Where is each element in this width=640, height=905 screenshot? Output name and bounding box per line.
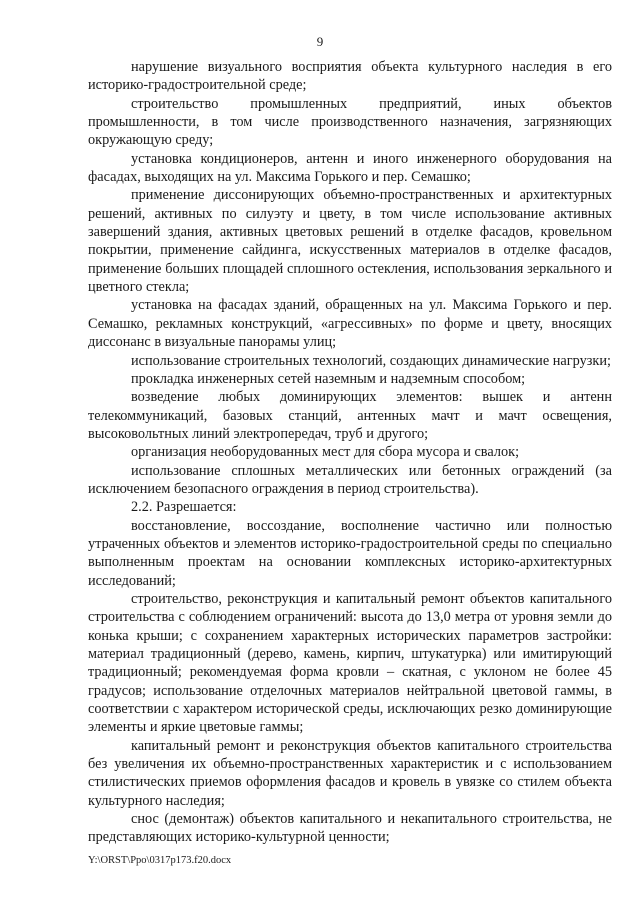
- paragraph: установка на фасадах зданий, обращенных на ул. Максима Горького и пер. Семашко, рекламных конструкций, «агрессивных» по форме и цвету, вносящих диссонанс в визуальные панорамы улиц;: [88, 297, 612, 351]
- paragraph: снос (демонтаж) объектов капитального и некапитального строительства, не представляющих историко-культурной ценности;: [88, 811, 612, 846]
- paragraph: прокладка инженерных сетей наземным и надземным способом;: [131, 370, 526, 387]
- page-number: 9: [316, 34, 324, 49]
- paragraph: возведение любых доминирующих элементов: вышек и антенн телекоммуникаций, базовых станций, антенных мачт и мачт освещения, высоковольтных линий электропередач, труб и другого;: [88, 389, 612, 442]
- document-body: [88, 58, 612, 847]
- paragraph: строительство промышленных предприятий, иных объектов промышленности, в том числе производственного назначения, загрязняющих окружающую среду;: [88, 95, 612, 149]
- paragraph: капитальный ремонт и реконструкция объектов капитального строительства без увеличения их объемно-пространственных характеристик и с использованием стилистических приемов оформления фасадов и кровель в увязке со стилем объекта культурного наследия;: [88, 737, 612, 809]
- paragraph: использование строительных технологий, создающих динамические нагрузки;: [131, 352, 611, 369]
- paragraph: нарушение визуального восприятия объекта культурного наследия в его историко-градостроительной среде;: [88, 59, 612, 94]
- paragraph: использование сплошных металлических или бетонных ограждений (за исключением безопасного ограждения в период строительства).: [88, 462, 612, 497]
- paragraph: восстановление, воссоздание, восполнение частично или полностью утраченных объектов и элементов историко-градостроительной среды по специально выполненным проектам на основании комплексных историко-архитектурных исследований;: [88, 517, 612, 589]
- paragraph: строительство, реконструкция и капитальный ремонт объектов капитального строительства с соблюдением ограничений: высота до 13,0 метра от уровня земли до конька крыши; с сохранением характерных исторических параметров застройки: материал традиционный (дерево, камень, кирпич, штукатурка) или имитирующий традиционный; рекомендуемая форма кровли – скатная, с уклоном не более 45 градусов; использование отделочных материалов нейтральной цветовой гаммы, в соответствии с характером исторической среды, исключающих резко доминирующие элементы и яркие цветовые гаммы;: [88, 590, 612, 736]
- paragraph: применение диссонирующих объемно-пространственных и архитектурных решений, активных по силуэту и цвету, в том числе использование активных завершений здания, активных цветовых решений в отделке фасадов, кровельном покрытии, применение сайдинга, искусственных материалов в отделке фасадов, применение больших площадей сплошного остекления, использования зеркального и цветного стекла;: [88, 187, 612, 296]
- paragraph: организация необорудованных мест для сбора мусора и свалок;: [131, 444, 520, 461]
- paragraph: установка кондиционеров, антенн и иного инженерного оборудования на фасадах, выходящих на ул. Максима Горького и пер. Семашко;: [88, 150, 612, 186]
- file-path-footer: Y:\ORST\Ppo\0317p173.f20.docx: [88, 855, 232, 866]
- section-heading: 2.2. Разрешается:: [131, 499, 237, 516]
